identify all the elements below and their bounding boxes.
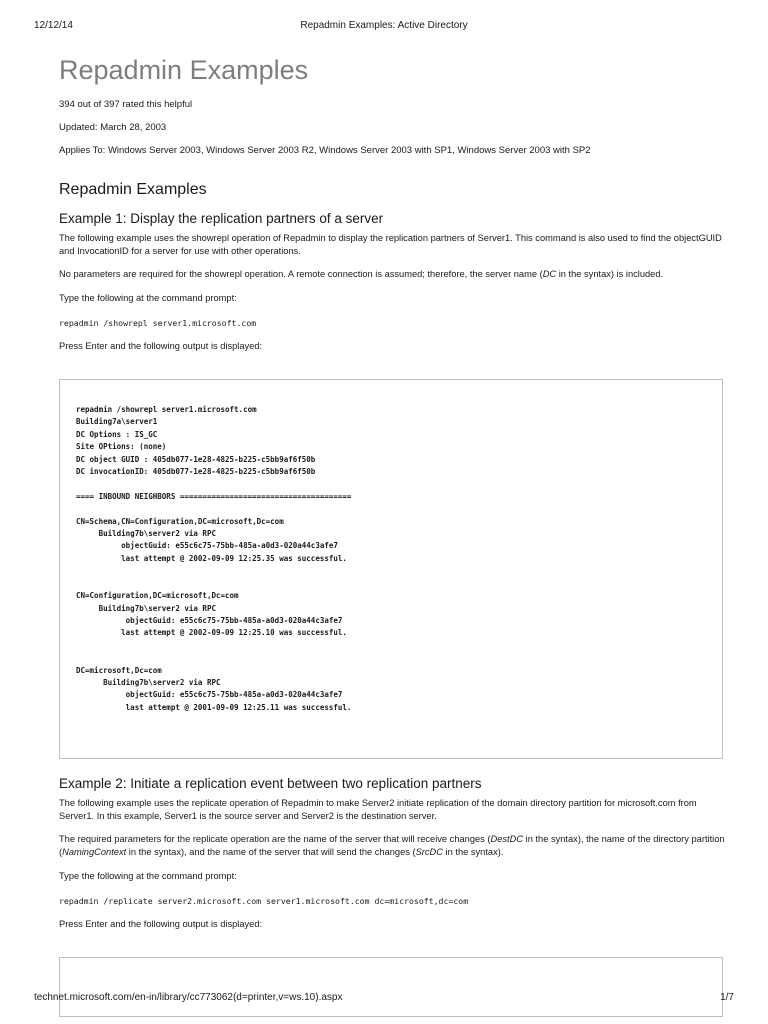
syntax-term: DestDC xyxy=(490,834,524,844)
syntax-term: NamingContext xyxy=(62,847,127,857)
text-segment: in the syntax), and the name of the server that will send the changes ( xyxy=(126,847,416,857)
print-doc-title: Repadmin Examples: Active Directory xyxy=(300,20,468,31)
example-2-prompt: Type the following at the command prompt: xyxy=(59,871,237,881)
example-1-output-box xyxy=(59,379,723,759)
page-number: 1/7 xyxy=(720,992,734,1003)
article-content xyxy=(59,52,731,1017)
example-1-output: repadmin /showrepl server1.microsoft.com Building7a\server1 DC Options : IS_GC Site OPtions: (none) DC object GUID : 405db077-1e28-4825-b225-c5bb9af6f50b DC invocationID: 405db077-1e28-4825-b225-c5bb9af6f50b ==== INBOUND NEIGHBORS ====================================== CN=Schema,CN=Configuration,DC=microsoft,Dc=com Building7b\server2 via RPC objectGuid: e55c6c75-75bb-485a-a0d3-020a44c3afe7 last attempt @ 2002-09-09 12:25.35 was successful. CN=Configuration,DC=microsoft,Dc=com Building7b\server2 via RPC objectGuid: e55c6c75-75bb-485a-a0d3-020a44c3afe7 last attempt @ 2002-09-09 12:25.10 was successful. DC=microsoft,Dc=com Building7b\server2 via RPC objectGuid: e55c6c75-75bb-485a-a0d3-020a44c3afe7 last attempt @ 2001-09-09 12:25.11 was successful. xyxy=(76,405,352,712)
example-1-command: repadmin /showrepl server1.microsoft.com xyxy=(59,318,257,328)
print-date: 12/12/14 xyxy=(34,20,73,31)
text-segment: in the syntax). xyxy=(442,847,504,857)
applies-to: Applies To: Windows Server 2003, Windows Server 2003 R2, Windows Server 2003 with SP1, Windows Server 2003 with SP2 xyxy=(59,145,591,156)
example-1-press-enter: Press Enter and the following output is displayed: xyxy=(59,341,263,351)
example-1-prompt: Type the following at the command prompt: xyxy=(59,293,237,303)
example-2-command: repadmin /replicate server2.microsoft.com server1.microsoft.com dc=microsoft,dc=com xyxy=(59,896,469,906)
text-segment: No parameters are required for the showrepl operation. A remote connection is assumed; therefore, the server name ( xyxy=(59,269,543,279)
example-2-press-enter: Press Enter and the following output is displayed: xyxy=(59,919,263,929)
example-1-description: The following example uses the showrepl operation of Repadmin to display the replication partners of Server1. This command is also used to find the objectGUID and InvocationID for a server for use with other operations. xyxy=(59,233,722,256)
text-segment: in the syntax), the name of the directory partition ( xyxy=(59,834,725,857)
example-1-heading: Example 1: Display the replication partners of a server xyxy=(59,211,384,226)
text-segment: The required parameters for the replicate operation are the name of the server that will receive changes ( xyxy=(59,834,491,844)
example-2-heading: Example 2: Initiate a replication event between two replication partners xyxy=(59,776,482,791)
page-url: technet.microsoft.com/en-in/library/cc773062(d=printer,v=ws.10).aspx xyxy=(34,992,343,1003)
print-header xyxy=(34,20,734,34)
example-1-parameters xyxy=(59,268,731,281)
updated-date: Updated: March 28, 2003 xyxy=(59,122,167,133)
syntax-term: SrcDC xyxy=(415,847,443,857)
example-2-description: The following example uses the replicate operation of Repadmin to make Server2 initiate replication of the domain directory partition for microsoft.com from Server1. In this example, Server1 is the source server and Server2 is the destination server. xyxy=(59,798,697,821)
page-title: Repadmin Examples xyxy=(59,55,309,85)
syntax-term: DC xyxy=(542,269,557,279)
print-footer xyxy=(34,992,734,1006)
helpful-rating: 394 out of 397 rated this helpful xyxy=(59,99,193,110)
example-2-output-box xyxy=(59,957,723,1017)
example-2-parameters xyxy=(59,833,731,859)
text-segment: in the syntax) is included. xyxy=(556,269,664,279)
section-title: Repadmin Examples xyxy=(59,181,207,198)
